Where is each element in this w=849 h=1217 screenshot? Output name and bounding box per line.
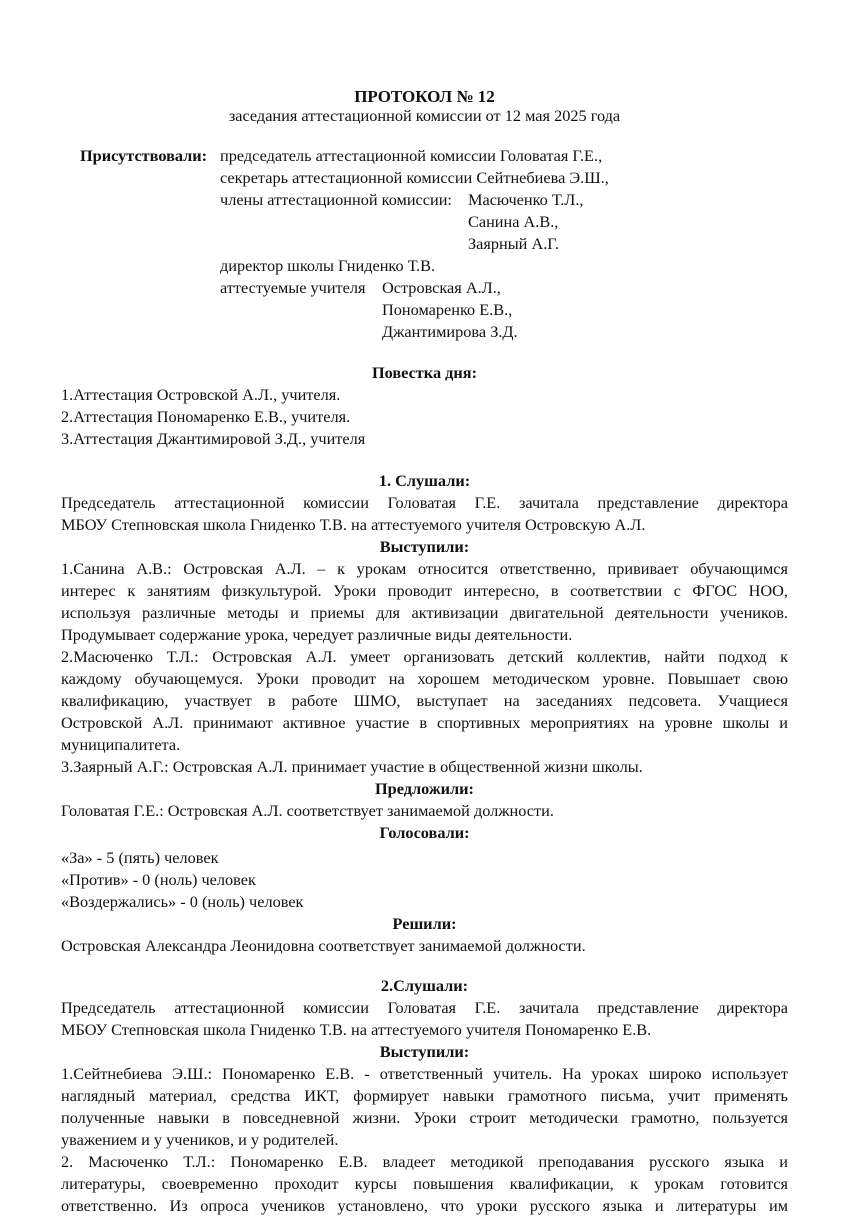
paragraph-line: Островской А.Л. принимают активное участие в спортивных мероприятиях на уровне школы и <box>61 713 788 732</box>
section-heading: Выступили: <box>379 537 470 556</box>
section-heading: Решили: <box>392 914 457 933</box>
attendees-label: Присутствовали: <box>80 146 208 165</box>
attendee-chair: председатель аттестационной комиссии Головатая Г.Е., <box>220 146 603 165</box>
paragraph-line: 3.Заярный А.Г.: Островская А.Л. принимает участие в общественной жизни школы. <box>61 757 643 776</box>
paragraph-line: МБОУ Степновская школа Гниденко Т.В. на аттестуемого учителя Пономаренко Е.В. <box>61 1020 652 1039</box>
paragraph-line: муниципалитета. <box>61 735 181 754</box>
paragraph-line: наглядный материал, средства ИКТ, формирует навыки грамотного письма, учит применять <box>61 1086 788 1105</box>
paragraph-line: ответственно. Из опроса учеников установлено, что уроки русского языка и литературы им <box>61 1196 788 1215</box>
paragraph-line: Головатая Г.Е.: Островская А.Л. соответствует занимаемой должности. <box>61 801 554 820</box>
section-heading: 2.Слушали: <box>380 976 469 995</box>
member-name: Масюченко Т.Л., <box>468 190 584 209</box>
agenda-heading: Повестка дня: <box>371 363 478 382</box>
paragraph-line: Председатель аттестационной комиссии Головатая Г.Е. зачитала представление директора <box>61 493 788 512</box>
section-heading: 1. Слушали: <box>378 471 471 490</box>
members-label: члены аттестационной комиссии: <box>220 190 452 209</box>
paragraph-line: Островская Александра Леонидовна соответствует занимаемой должности. <box>61 936 586 955</box>
paragraph-line: полученные навыки в повседневной жизни. Уроки строит методически грамотно, пользуется <box>61 1108 788 1127</box>
member-name: Заярный А.Г. <box>468 234 559 253</box>
agenda-item: 2.Аттестация Пономаренко Е.В., учителя. <box>61 407 351 426</box>
paragraph-line: квалификацию, участвует в работе ШМО, выступает на заседаниях педсовета. Учащиеся <box>61 691 788 710</box>
attendee-secretary: секретарь аттестационной комиссии Сейтнебиева Э.Ш., <box>220 168 609 187</box>
teachers-label: аттестуемые учителя <box>220 278 366 297</box>
paragraph-line: МБОУ Степновская школа Гниденко Т.В. на аттестуемого учителя Островскую А.Л. <box>61 515 646 534</box>
attendee-director: директор школы Гниденко Т.В. <box>220 256 436 275</box>
paragraph-line: уважением и у учеников, и у родителей. <box>61 1130 339 1149</box>
section-heading: Выступили: <box>379 1042 470 1061</box>
paragraph-line: 2. Масюченко Т.Л.: Пономаренко Е.В. владеет методикой преподавания русского языка и <box>61 1152 788 1171</box>
section-heading: Голосовали: <box>379 823 470 842</box>
paragraph-line: интерес к занятиям физкультурой. Уроки проводит интересно, в соответствии с ФГОС НОО, <box>61 581 788 600</box>
paragraph-line: 1.Санина А.В.: Островская А.Л. – к урокам относится ответственно, прививает обучающимся <box>61 559 788 578</box>
agenda-item: 1.Аттестация Островской А.Л., учителя. <box>61 385 341 404</box>
vote-line: «Против» - 0 (ноль) человек <box>61 870 256 889</box>
paragraph-line: литературы, своевременно проходит курсы повышения квалификации, к урокам готовится <box>61 1174 788 1193</box>
teacher-name: Джантимирова З.Д. <box>382 322 518 341</box>
section-heading: Предложили: <box>375 779 474 798</box>
paragraph-line: Продумывает содержание урока, чередует различные виды деятельности. <box>61 625 573 644</box>
document-subtitle: заседания аттестационной комиссии от 12 мая 2025 года <box>228 106 621 125</box>
paragraph-line: каждому обучающемуся. Уроки проводит на хорошем методическом уровне. Повышает свою <box>61 669 788 688</box>
teacher-name: Пономаренко Е.В., <box>382 300 513 319</box>
vote-line: «За» - 5 (пять) человек <box>61 848 219 867</box>
vote-line: «Воздержались» - 0 (ноль) человек <box>61 892 304 911</box>
paragraph-line: 2.Масюченко Т.Л.: Островская А.Л. умеет организовать детский коллектив, найти подход к <box>61 647 788 666</box>
paragraph-line: 1.Сейтнебиева Э.Ш.: Пономаренко Е.В. - ответственный учитель. На уроках широко использует <box>61 1064 788 1083</box>
agenda-item: 3.Аттестация Джантимировой З.Д., учителя <box>61 429 366 448</box>
paragraph-line: используя различные методы и приемы для активизации двигательной деятельности учеников. <box>61 603 788 622</box>
paragraph-line: Председатель аттестационной комиссии Головатая Г.Е. зачитала представление директора <box>61 998 788 1017</box>
teacher-name: Островская А.Л., <box>382 278 501 297</box>
document-title: ПРОТОКОЛ № 12 <box>354 87 495 106</box>
member-name: Санина А.В., <box>468 212 559 231</box>
